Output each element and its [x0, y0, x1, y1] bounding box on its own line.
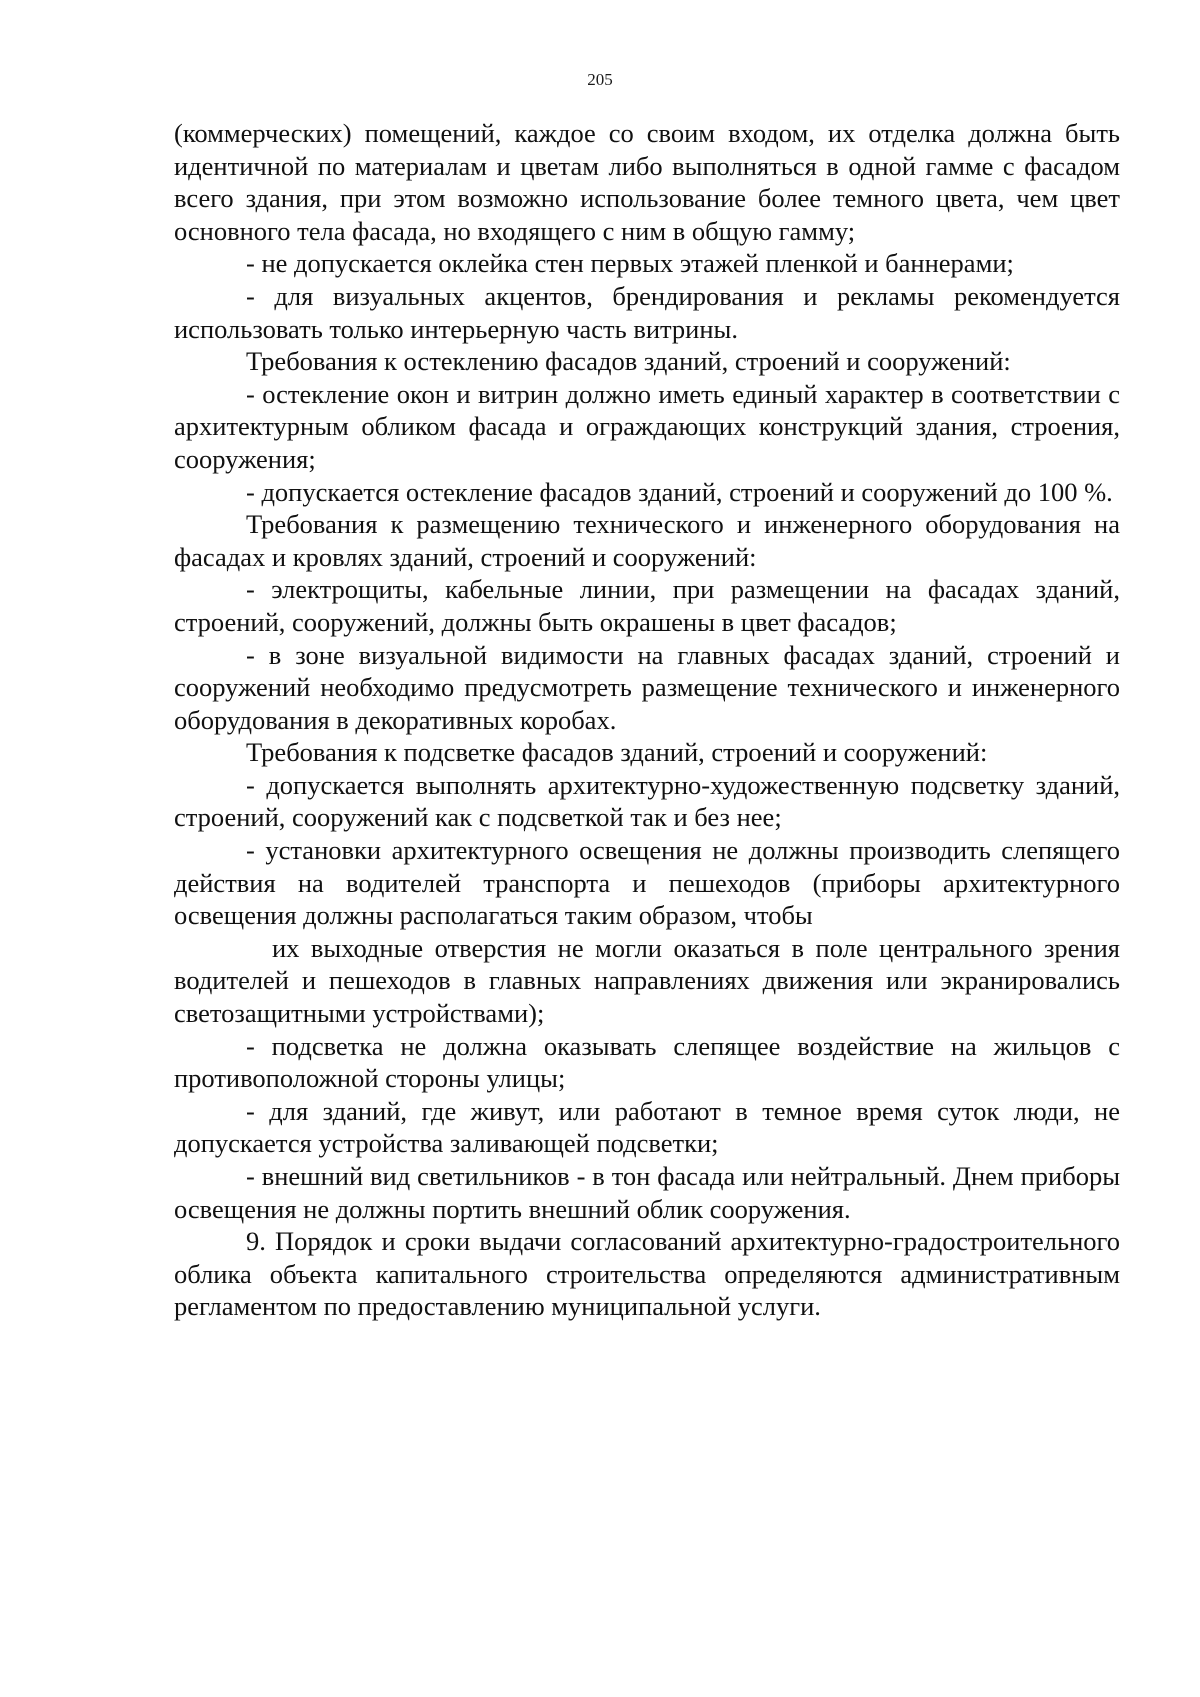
paragraph-electrical-panels: - электрощиты, кабельные линии, при размещении на фасадах зданий, строений, сооружений, должны быть окрашены в цвет фасадов; [174, 574, 1120, 637]
paragraph-glazing-allowed: - допускается остекление фасадов зданий, строений и сооружений до 100 %. [246, 476, 1113, 507]
paragraph-outlets: их выходные отверстия не могли оказаться в поле центрального зрения водителей и пешеходов в главных направлениях движения или экранировались светозащитными устройствами); [174, 932, 1120, 1029]
document-body [174, 117, 1120, 1323]
paragraph-decorative-boxes: - в зоне визуальной видимости на главных фасадах зданий, строений и сооружений необходимо предусмотреть размещение технического и инженерного оборудования в декоративных коробах. [174, 639, 1120, 735]
paragraph-fixtures-appearance: - внешний вид светильников - в тон фасада или нейтральный. Днем приборы освещения не должны портить внешний облик сооружения. [174, 1161, 1120, 1224]
paragraph-approval-procedure: 9. Порядок и сроки выдачи согласований архитектурно-градостроительного облика объекта капитального строительства определяются административным регламентом по предоставлению муниципальной услуги. [174, 1226, 1120, 1322]
page-number: 205 [587, 70, 613, 89]
paragraph-no-film-banners: - не допускается оклейка стен первых этажей пленкой и баннерами; [246, 248, 1014, 279]
paragraph-no-glare: - установки архитектурного освещения не должны производить слепящего действия на водителей транспорта и пешеходов (приборы архитектурного освещения должны располагаться таким образом, чтобы [174, 835, 1120, 931]
paragraph-visual-accents: - для визуальных акцентов, брендирования и рекламы рекомендуется использовать только интерьерную часть витрины. [174, 280, 1120, 344]
paragraph-flood-lighting: - для зданий, где живут, или работают в темное время суток люди, не допускается устройства заливающей подсветки; [174, 1095, 1120, 1159]
paragraph-residents: - подсветка не должна оказывать слепящее воздействие на жильцов с противоположной стороны улицы; [174, 1030, 1120, 1094]
paragraph-equipment-requirements-heading: Требования к размещению технического и инженерного оборудования на фасадах и кровлях зданий, строений и сооружений: [174, 509, 1120, 572]
paragraph-lighting-allowed: - допускается выполнять архитектурно-художественную подсветку зданий, строений, сооружений как с подсветкой так и без нее; [174, 769, 1120, 833]
paragraph-glazing-requirements-heading: Требования к остеклению фасадов зданий, строений и сооружений: [246, 346, 1011, 377]
paragraph-lighting-requirements-heading: Требования к подсветке фасадов зданий, строений и сооружений: [246, 737, 988, 768]
paragraph-commercial-premises: (коммерческих) помещений, каждое со своим входом, их отделка должна быть идентичной по материалам и цветам либо выполняться в одной гамме с фасадом всего здания, при этом возможно использование более темного цвета, чем цвет основного тела фасада, но входящего с ним в общую гамму; [174, 118, 1120, 246]
paragraph-glazing-uniform: - остекление окон и витрин должно иметь единый характер в соответствии с архитектурным обликом фасада и ограждающих конструкций здания, строения, сооружения; [174, 378, 1120, 474]
